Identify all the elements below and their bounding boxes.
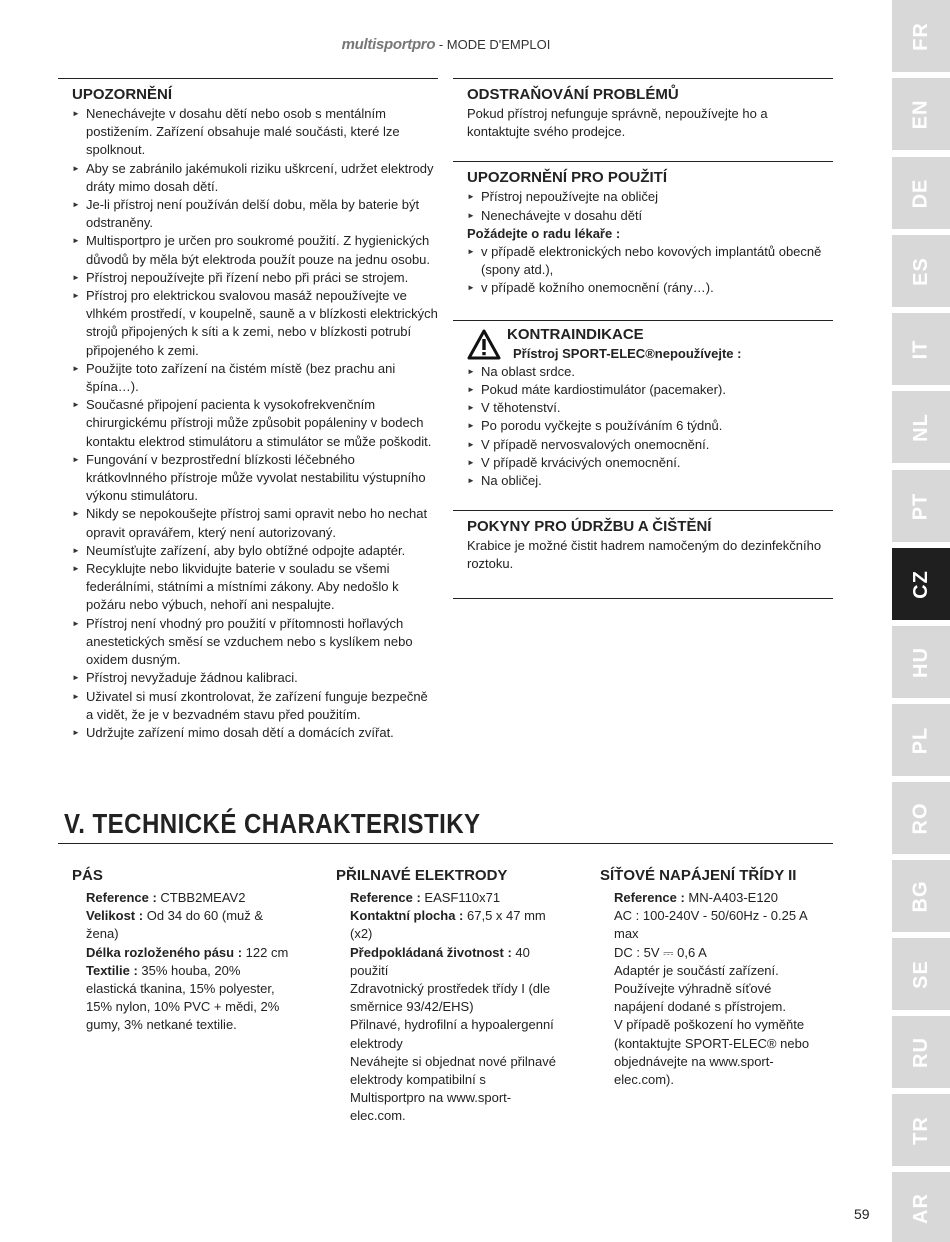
bullet-arrow-icon: ► — [467, 421, 475, 431]
section-title-usage: UPOZORNĚNÍ PRO POUŽITÍ — [467, 169, 668, 187]
section-divider — [453, 510, 833, 511]
list-item — [467, 243, 833, 279]
list-item-text: Aby se zabránilo jakémukoli riziku uškrcení, udržet elektrody dráty mimo dosah dětí. — [86, 160, 434, 194]
bullet-arrow-icon: ► — [467, 403, 475, 413]
language-tab-es[interactable] — [892, 235, 950, 307]
list-item-text: Nenechávejte v dosahu dětí — [481, 207, 643, 223]
contraindications-header — [453, 325, 833, 363]
list-item — [72, 451, 438, 506]
electrodes-specs — [322, 866, 562, 1126]
belt-length-value: 122 cm — [245, 944, 289, 960]
list-item — [72, 396, 438, 451]
list-item-text: Uživatel si musí zkontrolovat, že zařízení funguje bezpečně a vidět, že je v bezvadném stavu před použitím. — [86, 688, 428, 722]
contraindications-list — [453, 363, 833, 490]
language-tab-nl[interactable] — [892, 391, 950, 463]
bullet-arrow-icon: ► — [72, 400, 80, 410]
language-sidebar — [892, 0, 950, 1242]
list-item-text: Fungování v bezprostřední blízkosti léčebného krátkovlnného přístroje může vyvolat nestabilitu výstupního výkonu stimulátoru. — [86, 451, 426, 504]
warnings-list — [58, 105, 438, 742]
bullet-arrow-icon: ► — [467, 439, 475, 449]
list-item — [72, 196, 438, 232]
bullet-arrow-icon: ► — [467, 366, 475, 376]
language-tab-label: BG — [909, 880, 932, 912]
list-item — [467, 436, 833, 454]
list-item-text: Na oblast srdce. — [481, 363, 575, 379]
list-item — [467, 207, 833, 225]
usage-list — [453, 188, 833, 224]
list-item — [72, 269, 438, 287]
list-item-text: Přístroj nepoužívejte na obličej — [481, 189, 659, 205]
list-item — [72, 669, 438, 687]
list-item-text: v případě elektronických nebo kovových implantátů obecně (spony atd.), — [481, 244, 822, 278]
section-divider — [453, 598, 833, 599]
electrodes-area-label: Kontaktní plocha : — [350, 908, 467, 924]
language-tab-label: NL — [909, 412, 932, 442]
bullet-arrow-icon: ► — [72, 545, 80, 555]
bullet-arrow-icon: ► — [467, 247, 475, 257]
bullet-arrow-icon: ► — [467, 192, 475, 202]
power-ac: AC : 100-240V - 50/60Hz - 0.25 A max — [614, 908, 807, 942]
list-item — [72, 287, 438, 360]
list-item — [467, 381, 833, 399]
list-item-text: V případě krvácivých onemocnění. — [481, 454, 681, 470]
section-title-warnings: UPOZORNĚNÍ — [72, 86, 173, 103]
language-tab-label: HU — [909, 646, 932, 678]
language-tab-label: FR — [909, 21, 932, 51]
electrodes-title: PŘILNAVÉ ELEKTRODY — [336, 867, 508, 884]
language-tab-se[interactable] — [892, 938, 950, 1010]
power-dc: DC : 5V ⎓ 0,6 A — [614, 944, 707, 960]
list-item — [72, 360, 438, 396]
list-item — [467, 454, 833, 472]
list-item-text: V těhotenství. — [481, 400, 561, 416]
language-tab-label: RU — [909, 1036, 932, 1068]
language-tab-label: PL — [909, 726, 932, 754]
belt-ref-label: Reference : — [86, 890, 161, 905]
power-line1: Adaptér je součástí zařízení. Používejte výhradně síťové napájení dodané s přístrojem. — [614, 962, 786, 1015]
list-item-text: Nikdy se nepokoušejte přístroj sami opravit nebo ho nechat opravit opravářem, který není autorizovaný. — [86, 506, 428, 540]
list-item — [467, 472, 833, 490]
language-tab-tr[interactable] — [892, 1094, 950, 1166]
power-ref-value: MN-A403-E120 — [688, 890, 779, 905]
warnings-section — [58, 78, 438, 742]
electrodes-area-value: 67,5 x 47 mm (x2) — [350, 908, 546, 942]
belt-length-label: Délka rozloženého pásu : — [86, 944, 246, 960]
list-item — [467, 188, 833, 206]
language-tab-cz[interactable] — [892, 548, 950, 620]
language-tab-pl[interactable] — [892, 704, 950, 776]
language-tab-label: CZ — [909, 569, 932, 599]
list-item — [72, 615, 438, 670]
maintenance-text: Krabice je možné čistit hadrem namočeným do dezinfekčního roztoku. — [467, 538, 822, 572]
belt-textile-value: 35% houba, 20% elastická tkanina, 15% polyester, 15% nylon, 10% PVC + mědi, 2% gumy, 3% netkané textilie. — [86, 962, 280, 1033]
section-title-troubleshooting: ODSTRAŇOVÁNÍ PROBLÉMŮ — [467, 86, 679, 103]
belt-specs — [58, 866, 298, 1035]
list-item — [72, 724, 438, 742]
bullet-arrow-icon: ► — [72, 236, 80, 246]
page-header — [0, 36, 892, 53]
right-column — [453, 78, 833, 599]
bullet-arrow-icon: ► — [72, 454, 80, 464]
language-tab-label: IT — [909, 339, 932, 359]
language-tab-hu[interactable] — [892, 626, 950, 698]
bullet-arrow-icon: ► — [72, 673, 80, 683]
section-divider — [453, 320, 833, 321]
bullet-arrow-icon: ► — [72, 200, 80, 210]
list-item-text: Multisportpro je určen pro soukromé použití. Z hygienických důvodů by měla být elektroda použít pouze na jednu osobu. — [86, 233, 431, 267]
language-tab-pt[interactable] — [892, 470, 950, 542]
bullet-arrow-icon: ► — [467, 210, 475, 220]
language-tab-it[interactable] — [892, 313, 950, 385]
list-item-text: Pokud máte kardiostimulátor (pacemaker). — [481, 382, 726, 398]
contraindications-subtitle: Přístroj SPORT-ELEC®nepoužívejte : — [513, 345, 742, 361]
list-item — [72, 542, 438, 560]
list-item-text: Přístroj není vhodný pro použití v přítomnosti hořlavých anestetických směsí se vzduchem nebo s kyslíkem nebo oxidem dusným. — [86, 615, 413, 668]
language-tab-ar[interactable] — [892, 1172, 950, 1242]
list-item-text: V případě nervosvalových onemocnění. — [481, 436, 710, 452]
bullet-arrow-icon: ► — [72, 109, 80, 118]
language-tab-ru[interactable] — [892, 1016, 950, 1088]
bullet-arrow-icon: ► — [467, 283, 475, 293]
list-item-text: Je-li přístroj není používán delší dobu, měla by baterie být odstraněny. — [86, 197, 420, 231]
section-divider — [453, 78, 833, 79]
belt-title: PÁS — [72, 867, 103, 884]
list-item-text: Recyklujte nebo likvidujte baterie v souladu se všemi federálními, státními a místními zákony. Aby nedošlo k požáru nebo výbuch, nehoří ani nespalujte. — [86, 561, 399, 613]
power-specs — [586, 866, 826, 1089]
list-item-text: Na obličej. — [481, 473, 542, 489]
language-tab-fr[interactable] — [892, 0, 950, 72]
language-tab-ro[interactable] — [892, 782, 950, 854]
list-item-text: Přístroj pro elektrickou svalovou masáž nepoužívejte ve vlhkém prostředí, v koupelně, sauně a v blízkosti elektrických strojů připojených k síti a k zemi, nebo v blízkosti potrubí připojeného k zemi. — [86, 288, 438, 358]
list-item — [72, 105, 438, 160]
section-divider — [58, 78, 438, 79]
list-item-text: Nenechávejte v dosahu dětí nebo osob s mentálním postižením. Zařízení obsahuje malé součásti, které lze spolknout. — [86, 106, 400, 158]
section-divider — [453, 161, 833, 162]
section-title-contraindications: KONTRAINDIKACE — [507, 325, 644, 343]
list-item — [467, 417, 833, 435]
belt-textile-label: Textilie : — [86, 962, 142, 978]
troubleshooting-text: Pokud přístroj nefunguje správně, nepoužívejte ho a kontaktujte svého prodejce. — [467, 106, 768, 140]
electrodes-ref-value: EASF110x71 — [424, 890, 501, 905]
language-tab-en[interactable] — [892, 78, 950, 150]
language-tab-label: TR — [909, 1115, 932, 1145]
list-item — [72, 232, 438, 268]
doctor-list — [453, 243, 833, 298]
electrodes-line1: Zdravotnický prostředek třídy I (dle směrnice 93/42/EHS) — [350, 981, 551, 1015]
tech-heading: V. TECHNICKÉ CHARAKTERISTIKY — [64, 808, 481, 839]
list-item-text: Přístroj nevyžaduje žádnou kalibraci. — [86, 670, 298, 686]
bullet-arrow-icon: ► — [72, 727, 80, 737]
belt-size-label: Velikost : — [86, 908, 147, 924]
electrodes-ref-label: Reference : — [350, 890, 425, 905]
list-item — [72, 688, 438, 724]
power-line2: V případě poškození ho vyměňte (kontaktujte SPORT-ELEC® nebo objednávejte na www.sport-elec.com). — [614, 1017, 810, 1088]
language-tab-label: EN — [909, 99, 932, 129]
tech-divider — [58, 843, 833, 844]
list-item — [467, 399, 833, 417]
list-item — [72, 560, 438, 615]
belt-ref-value: CTBB2MEAV2 — [160, 890, 246, 905]
language-tab-label: RO — [909, 802, 932, 834]
language-tab-label: ES — [909, 256, 932, 286]
bullet-arrow-icon: ► — [72, 291, 80, 301]
electrodes-line2: Přilnavé, hydrofilní a hypoalergenní elektrody — [350, 1017, 554, 1051]
section-title-maintenance: POKYNY PRO ÚDRŽBU A ČIŠTĚNÍ — [467, 518, 712, 536]
list-item — [72, 505, 438, 541]
bullet-arrow-icon: ► — [72, 363, 80, 373]
bullet-arrow-icon: ► — [72, 618, 80, 628]
header-subtitle: - MODE D'EMPLOI — [435, 37, 551, 52]
power-ref-label: Reference : — [614, 890, 689, 905]
doctor-label: Požádejte o radu lékaře : — [467, 225, 621, 241]
list-item-text: Současné připojení pacienta k vysokofrekvenčním chirurgickému přístroji může způsobit popáleniny v bodech kontaktu elektrod stimulátoru a stimulátor se může poškodit. — [86, 397, 432, 449]
power-title: SÍŤOVÉ NAPÁJENÍ TŘÍDY II — [600, 867, 797, 884]
language-tab-label: SE — [909, 959, 932, 989]
language-tab-bg[interactable] — [892, 860, 950, 932]
electrodes-life-label: Předpokládaná životnost : — [350, 944, 516, 960]
list-item-text: Udržujte zařízení mimo dosah dětí a domácích zvířat. — [86, 724, 394, 740]
bullet-arrow-icon: ► — [72, 163, 80, 173]
language-tab-label: PT — [909, 492, 932, 520]
warning-triangle-icon — [467, 329, 501, 361]
language-tab-label: DE — [909, 178, 932, 208]
list-item-text: Neumísťujte zařízení, aby bylo obtížné odpojte adaptér. — [86, 542, 406, 558]
bullet-arrow-icon: ► — [467, 476, 475, 486]
bullet-arrow-icon: ► — [72, 272, 80, 282]
bullet-arrow-icon: ► — [72, 691, 80, 701]
list-item-text: Po porodu vyčkejte s používáním 6 týdnů. — [481, 418, 723, 434]
list-item-text: v případě kožního onemocnění (rány…). — [481, 280, 714, 296]
list-item — [467, 363, 833, 381]
belt-size-value: Od 34 do 60 (muž & žena) — [86, 908, 264, 942]
electrodes-line3: Neváhejte si objednat nové přilnavé elektrody kompatibilní s Multisportpro na www.sport-elec.com. — [350, 1053, 556, 1124]
bullet-arrow-icon: ► — [72, 509, 80, 519]
bullet-arrow-icon: ► — [467, 457, 475, 467]
electrodes-life-value: 40 použití — [350, 944, 530, 978]
list-item-text: Přístroj nepoužívejte při řízení nebo při práci se strojem. — [86, 269, 409, 285]
page-number: 59 — [854, 1206, 870, 1222]
brand-logo: multisportpro — [341, 36, 436, 53]
list-item-text: Použijte toto zařízení na čistém místě (bez prachu ani špína…). — [86, 360, 396, 395]
language-tab-de[interactable] — [892, 157, 950, 229]
bullet-arrow-icon: ► — [72, 564, 80, 574]
bullet-arrow-icon: ► — [467, 385, 475, 395]
list-item — [72, 160, 438, 196]
list-item — [467, 279, 833, 297]
language-tab-label: AR — [909, 1192, 932, 1224]
